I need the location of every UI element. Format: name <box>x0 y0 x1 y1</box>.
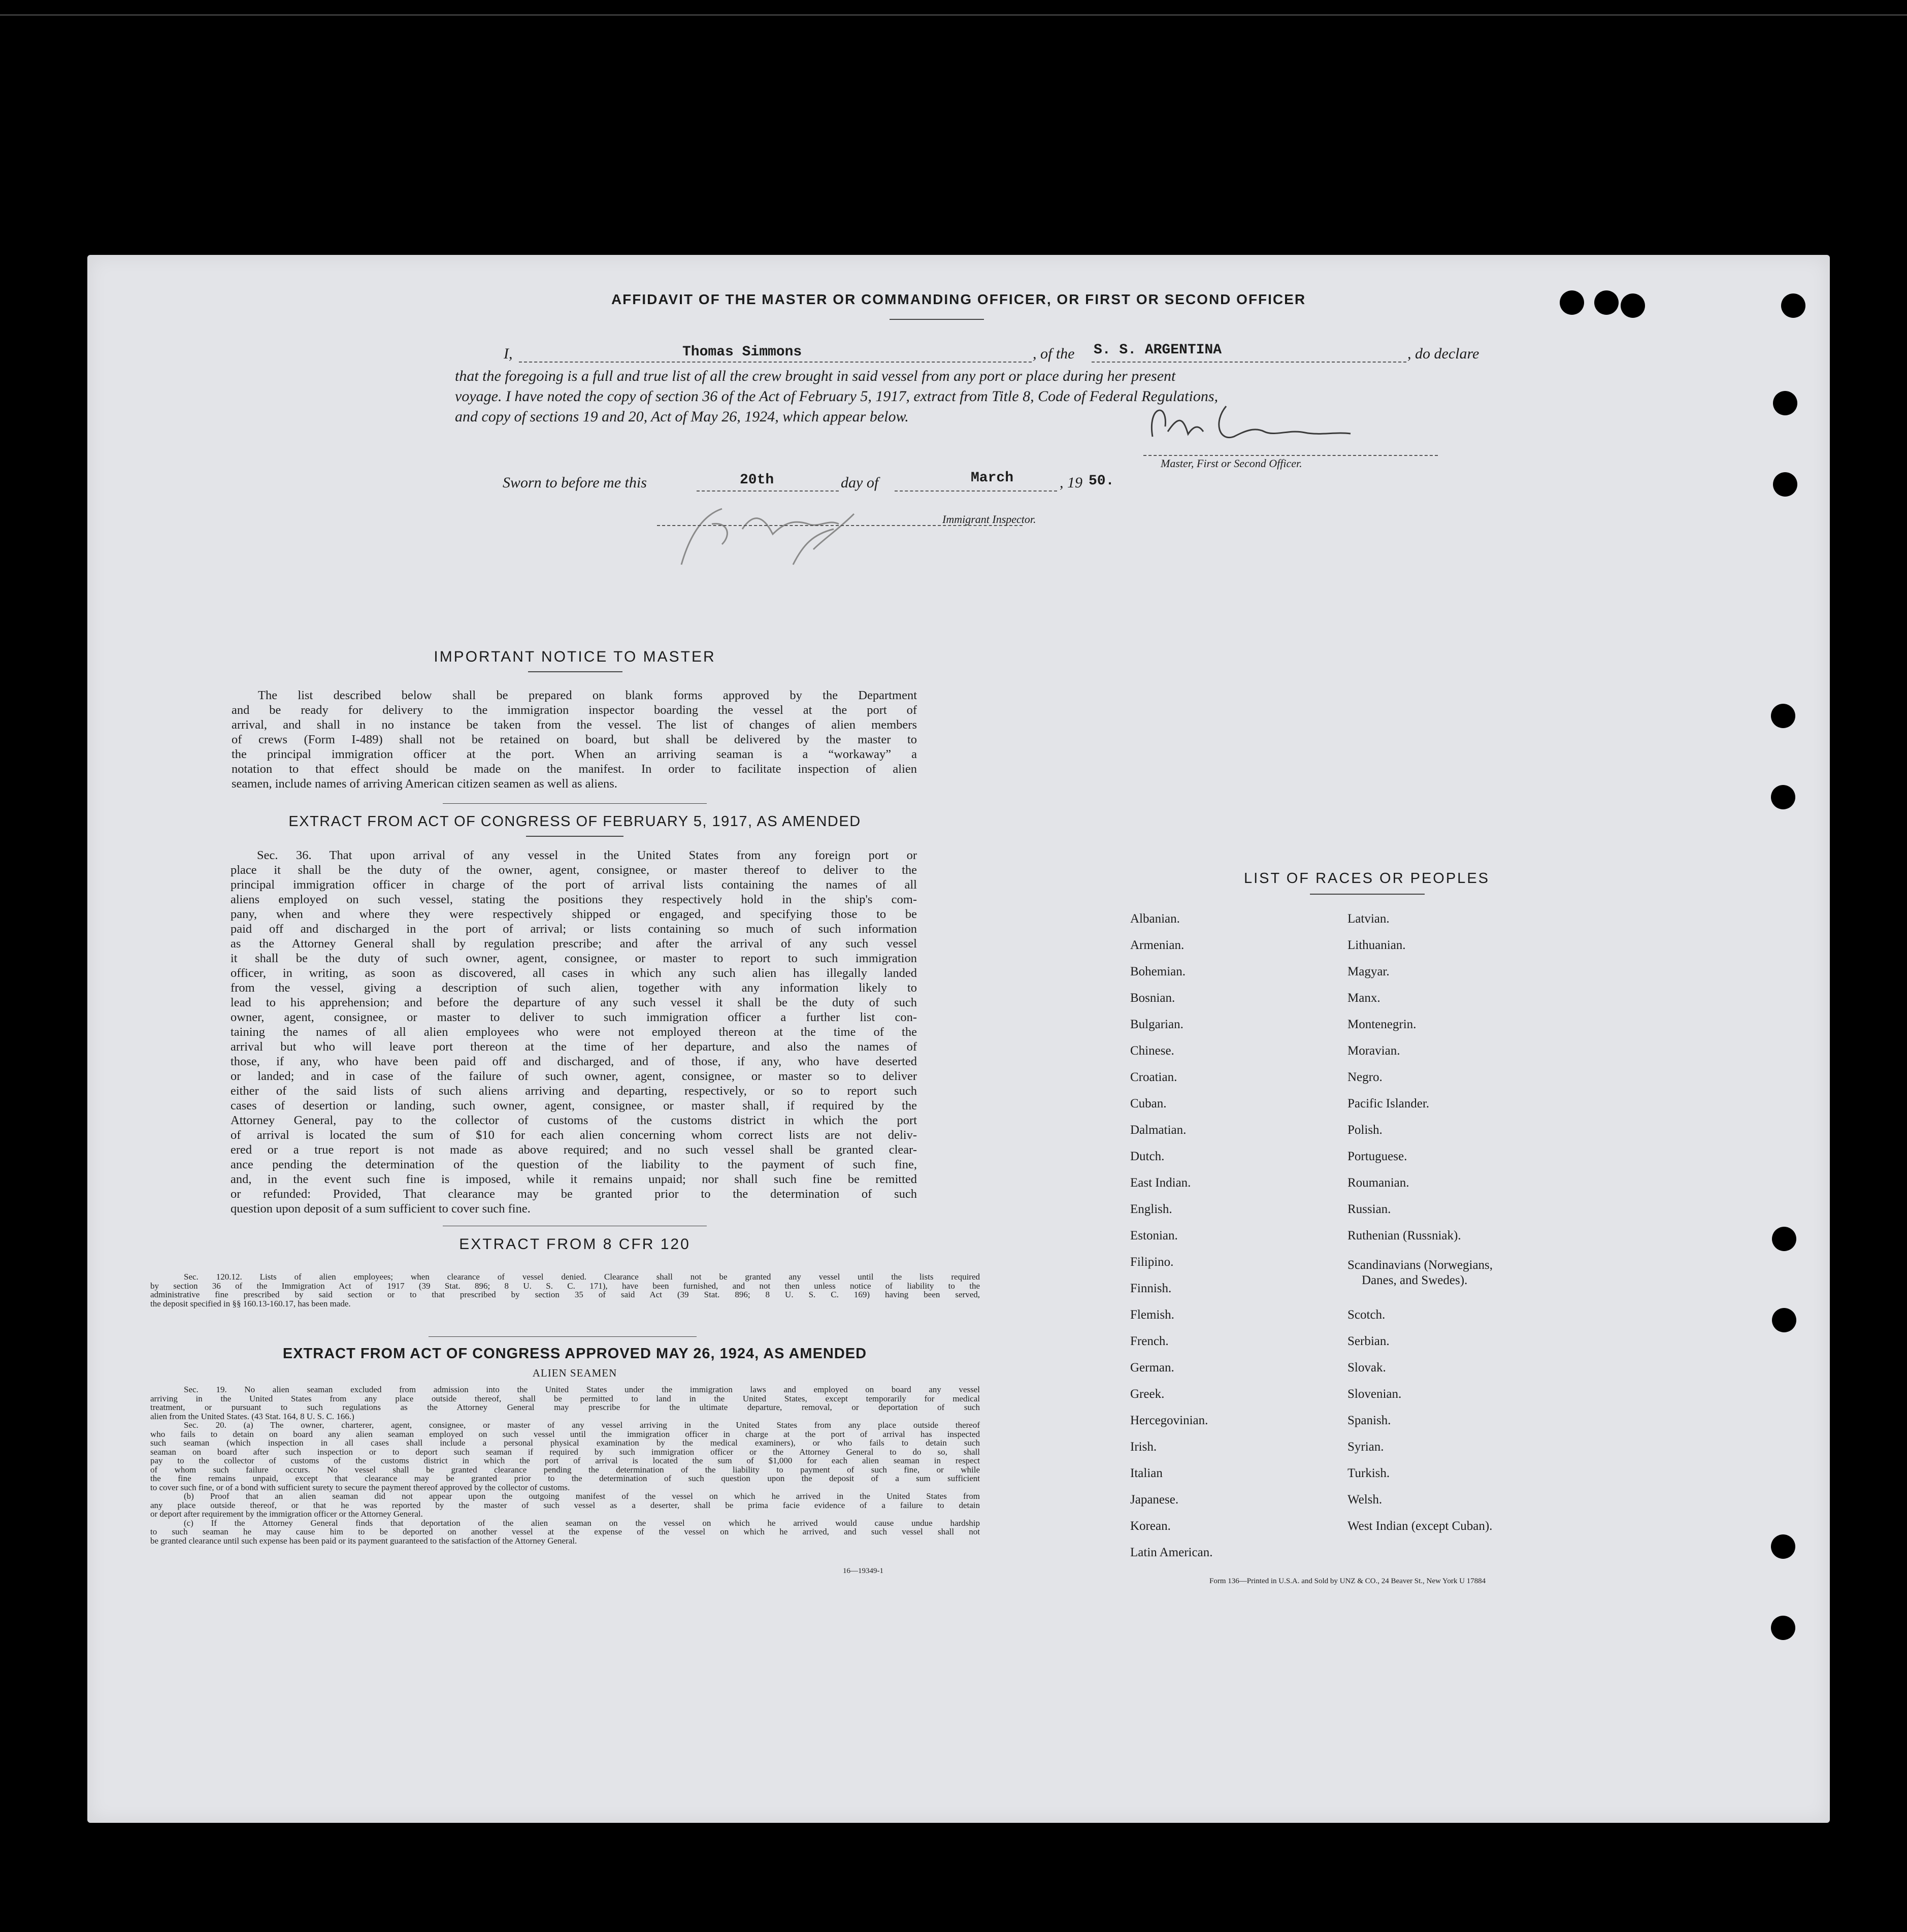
race-item: Cuban. <box>1130 1097 1167 1110</box>
race-item: Turkish. <box>1347 1466 1390 1480</box>
sec36-line: Sec. 36. That upon arrival of any vessel in the United States from any foreign port or <box>257 848 917 862</box>
sec19-line: treatment, or pursuant to such regulations as the Attorney General may prescribe for the ultimate departure, removal, or deportation of such <box>150 1402 980 1412</box>
year-prefix: , 19 <box>1060 474 1082 491</box>
binder-hole <box>1771 785 1795 809</box>
race-item: Hercegovinian. <box>1130 1414 1208 1427</box>
cfr-title: EXTRACT FROM 8 CFR 120 <box>459 1236 691 1253</box>
races-rule <box>1310 894 1425 895</box>
sec36-line: owner, agent, consignee, or master to deliver to such immigration officer a further list con- <box>231 1010 917 1024</box>
inspector-signature <box>661 494 1027 575</box>
sec36-line: as the Attorney General shall by regulation prescribe; and after the arrival of any such vessel <box>231 937 917 951</box>
race-item: Portuguese. <box>1347 1150 1407 1163</box>
sec36-line: it shall be the duty of such owner, agent, consignee, or master to report to such immigration <box>231 952 917 965</box>
race-item: English. <box>1130 1202 1172 1216</box>
race-item: Dalmatian. <box>1130 1123 1187 1137</box>
race-item: Roumanian. <box>1347 1176 1409 1190</box>
notice-line: The list described below shall be prepared on blank forms approved by the Department <box>258 689 917 702</box>
cfr-end-rule <box>429 1336 697 1337</box>
extract1924-title: EXTRACT FROM ACT OF CONGRESS APPROVED MAY 26, 1924, AS AMENDED <box>282 1346 867 1362</box>
extract1917-rule <box>526 836 623 837</box>
race-item: Armenian. <box>1130 938 1185 952</box>
extract1924-subtitle: ALIEN SEAMEN <box>532 1367 617 1379</box>
title-rule <box>890 319 984 320</box>
affidavit-line-2: voyage. I have noted the copy of section 36 of the Act of February 5, 1917, extract from Title 8, Code of Federal Regulations, <box>455 388 1219 405</box>
sec20b-line: any place outside thereof, or that he was reported by the master of such vessel as a deserter, shall be prima facie evidence of a failure to detain <box>150 1500 980 1510</box>
binder-hole <box>1773 472 1797 497</box>
sec36-line: or refunded: Provided, That clearance may be granted prior to the determination of such <box>231 1187 917 1201</box>
sec36-line: taining the names of all alien employees who were not employed thereon at the time of the <box>231 1025 917 1039</box>
affidavit-title: AFFIDAVIT OF THE MASTER OR COMMANDING OFFICER, OR FIRST OR SECOND OFFICER <box>611 291 1306 307</box>
binder-hole <box>1771 1616 1795 1640</box>
race-item: Bulgarian. <box>1130 1018 1183 1031</box>
notice-line: seamen, include names of arriving American citizen seamen as well as aliens. <box>232 777 617 791</box>
race-item: Korean. <box>1130 1519 1171 1533</box>
sec36-line: pany, when and where they were respectively shipped or engaged, and specifying those to be <box>231 907 917 921</box>
race-item: Albanian. <box>1130 912 1180 926</box>
race-item: Estonian. <box>1130 1229 1178 1242</box>
name-line <box>519 362 1032 363</box>
race-item: Slovak. <box>1347 1361 1386 1374</box>
race-item: Latin American. <box>1130 1546 1213 1559</box>
sec36-line: aliens employed on such vessel, stating the positions they respectively hold in the ship's com- <box>231 893 917 906</box>
notice-line: and be ready for delivery to the immigration inspector boarding the vessel at the port of <box>232 703 917 717</box>
race-item: Japanese. <box>1130 1493 1179 1507</box>
sec36-line: or landed; and in case of the failure of such owner, agent, consignee, or master so to deliver <box>231 1069 917 1083</box>
race-item: French. <box>1130 1334 1169 1348</box>
notice-body <box>232 688 917 791</box>
sworn-month: March <box>971 470 1014 486</box>
race-item: Manx. <box>1347 991 1380 1005</box>
sec36-line: Attorney General, pay to the collector of customs of the customs district in which the port <box>231 1114 917 1127</box>
do-declare-label: , do declare <box>1407 345 1479 362</box>
race-item: Magyar. <box>1347 965 1390 978</box>
race-item: Ruthenian (Russniak). <box>1347 1229 1461 1242</box>
notice-title: IMPORTANT NOTICE TO MASTER <box>434 648 716 665</box>
race-item: Pacific Islander. <box>1347 1097 1430 1110</box>
race-item: Scotch. <box>1347 1308 1386 1322</box>
race-item: Russian. <box>1347 1202 1391 1216</box>
sec36-line: cases of desertion or landing, such owner, agent, consignee, or master shall, if required by the <box>231 1099 917 1112</box>
sec36-line: ance pending the determination of the question of the liability to the payment of such fine, <box>231 1158 917 1171</box>
binder-hole <box>1771 1534 1795 1559</box>
binder-hole <box>1773 391 1797 415</box>
sec20-line: such seaman (which inspection in all cases shall include a personal physical examination by the medical examiners), or who fails to detain such <box>150 1438 980 1448</box>
cfr-line: the deposit specified in §§ 160.13-160.17, has been made. <box>150 1298 351 1308</box>
cfr-line: administrative fine prescribed by said section or to that prescribed by section 35 of said Act (39 Stat. 896; 8 U. S. C. 169) having been served, <box>150 1290 980 1299</box>
race-item: Irish. <box>1130 1440 1157 1454</box>
sec20-line: the fine remains unpaid, except that clearance may be granted prior to the determination of such question upon the deposit of a sum sufficient <box>150 1473 980 1483</box>
sec36-line: arrival but who will leave port thereon at the time of her departure, and also the names of <box>231 1040 917 1054</box>
race-item: Finnish. <box>1130 1282 1172 1295</box>
race-item: West Indian (except Cuban). <box>1347 1519 1493 1533</box>
month-line <box>895 490 1057 492</box>
inspector-caption: Immigrant Inspector. <box>942 513 1036 526</box>
race-item: Scandinavians (Norwegians, <box>1347 1258 1493 1272</box>
sec36-line: of arrival is located the sum of $10 for each alien concerning whom correct lists are not deliv- <box>231 1128 917 1142</box>
scan-top-line <box>0 14 1907 16</box>
sec20c-line: (c) If the Attorney General finds that deportation of the alien seaman on the vessel on which he arrived would cause undue hardship <box>184 1518 980 1528</box>
race-item: Slovenian. <box>1347 1387 1402 1401</box>
printer-footer: Form 136—Printed in U.S.A. and Sold by UNZ & CO., 24 Beaver St., New York U 17884 <box>1209 1577 1486 1585</box>
of-the-label: , of the <box>1033 345 1075 362</box>
sec36-line: ered or a true report is not made as above required; and no such vessel shall be granted clear- <box>231 1143 917 1157</box>
sec36-line: paid off and discharged in the port of arrival; or lists containing so much of such information <box>231 922 917 936</box>
master-signature <box>1137 396 1472 452</box>
race-item: Greek. <box>1130 1387 1165 1401</box>
master-signature-line <box>1143 455 1438 456</box>
sec36-line: and, in the event such fine is imposed, while it remains unpaid; nor shall such fine be remitted <box>231 1172 917 1186</box>
sec20b-line: (b) Proof that an alien seaman did not appear upon the outgoing manifest of the vessel on which he arrived in the United States from <box>184 1491 980 1501</box>
sec36-line: officer, in writing, as soon as discovered, all cases in which any such alien has illegally landed <box>231 966 917 980</box>
notice-line: the principal immigration officer at the port. When an arriving seaman is a “workaway” a <box>232 747 917 761</box>
sec20-line: pay to the collector of customs of the customs district in which the port of arrival is located the sum of $1,000 for each alien seaman in respect <box>150 1456 980 1465</box>
notice-rule <box>528 671 622 672</box>
year-suffix: 50. <box>1089 473 1114 489</box>
sec20c-line: to such seaman he may cause him to be deported on another vessel at the expense of the vessel on which he arrived, and such vessel shall not <box>150 1527 980 1536</box>
race-item: Syrian. <box>1347 1440 1384 1454</box>
sec20-line: Sec. 20. (a) The owner, charterer, agent, consignee, or master of any vessel arriving in the United States from any place outside thereof <box>184 1420 980 1430</box>
race-item: East Indian. <box>1130 1176 1191 1190</box>
race-item: Negro. <box>1347 1070 1383 1084</box>
sec19-line: arriving in the United States from any place outside thereof, shall be permitted to land in the United States, except temporarily for medical <box>150 1393 980 1403</box>
cfr-line: by section 36 of the Immigration Act of 1917 (39 Stat. 896; 8 U. S. C. 171), have been furnished, and not then unless notice of liability to the <box>150 1281 980 1291</box>
sworn-day: 20th <box>740 472 774 488</box>
race-item: Filipino. <box>1130 1255 1174 1269</box>
race-item: Serbian. <box>1347 1334 1390 1348</box>
extract1924-body <box>150 1385 980 1545</box>
sec20-line: of whom such failure occurs. No vessel shall be granted clearance pending the determination of the liability to payment of such fine, or while <box>150 1464 980 1475</box>
extract1917-body <box>231 848 917 1216</box>
i-label: I, <box>504 345 513 362</box>
race-item: Bosnian. <box>1130 991 1175 1005</box>
notice-line: arrival, and shall in no instance be taken from the vessel. The list of changes of alien members <box>232 718 917 732</box>
sec20c-line: be granted clearance until such expense has been paid or its payment guaranteed to the satisfaction of the Attorney General. <box>150 1535 577 1546</box>
race-item: Danes, and Swedes). <box>1362 1273 1468 1287</box>
vessel-name: S. S. ARGENTINA <box>1094 342 1222 358</box>
race-item: Italian <box>1130 1466 1163 1480</box>
sec36-line: those, if any, who have been paid off and discharged, and of those, if any, who have deserted <box>231 1055 917 1068</box>
sec36-line: question upon deposit of a sum sufficient to cover such fine. <box>231 1202 531 1216</box>
day-of-label: day of <box>841 474 879 491</box>
day-line <box>697 490 839 492</box>
race-item: Chinese. <box>1130 1044 1174 1058</box>
sworn-label: Sworn to before me this <box>503 474 647 491</box>
sec20-line: to cover such fine, or of a bond with sufficient surety to secure the payment thereof approved by the collector of customs. <box>150 1482 570 1492</box>
race-item: Welsh. <box>1347 1493 1383 1507</box>
sec19-line: Sec. 19. No alien seaman excluded from admission into the United States under the immigration laws and employed on board any vessel <box>184 1385 980 1394</box>
race-item: Latvian. <box>1347 912 1390 926</box>
cfr-line: Sec. 120.12. Lists of alien employees; when clearance of vessel denied. Clearance shall not be granted any vessel until the lists required <box>184 1272 980 1282</box>
race-item: Croatian. <box>1130 1070 1177 1084</box>
notice-line: of crews (Form I-489) shall not be retained on board, but shall be delivered by the master to <box>232 733 917 746</box>
sec36-line: place it shall be the duty of the owner, agent, consignee, or master thereof to deliver to the <box>231 863 917 877</box>
sec19-line: alien from the United States. (43 Stat. 164, 8 U. S. C. 166.) <box>150 1411 354 1421</box>
race-item: Moravian. <box>1347 1044 1400 1058</box>
binder-hole <box>1772 1227 1796 1251</box>
form-number: 16—19349-1 <box>843 1567 883 1575</box>
binder-hole <box>1771 704 1795 728</box>
race-item: Lithuanian. <box>1347 938 1406 952</box>
binder-hole <box>1772 1308 1796 1332</box>
sec36-line: from the vessel, giving a description of such alien, together with any information likely to <box>231 981 917 995</box>
sec36-line: principal immigration officer in charge of the port of arrival lists containing the names of all <box>231 878 917 892</box>
notice-line: notation to that effect should be made on the manifest. In order to facilitate inspection of alien <box>232 762 917 776</box>
sec20-line: seaman on board after such inspection or to deport such seaman if required by such immigration officer or the Attorney General to do so, shall <box>150 1447 980 1457</box>
sec36-line: either of the said lists of such aliens arriving and departing, respectively, or so to report such <box>231 1084 917 1098</box>
sec20-line: who fails to detain on board any alien seaman employed on such vessel until the immigration officer in charge at the port of arrival has inspected <box>150 1429 980 1439</box>
extract1917-title: EXTRACT FROM ACT OF CONGRESS OF FEBRUARY 5, 1917, AS AMENDED <box>288 813 861 830</box>
sec20b-line: or deport after requirement by the immigration officer or the Attorney General. <box>150 1509 423 1519</box>
races-title: LIST OF RACES OR PEOPLES <box>1243 870 1490 887</box>
master-name: Thomas Simmons <box>682 344 802 360</box>
race-item: Spanish. <box>1347 1414 1391 1427</box>
notice-end-rule <box>443 803 707 804</box>
race-item: German. <box>1130 1361 1174 1374</box>
race-item: Bohemian. <box>1130 965 1186 978</box>
master-caption: Master, First or Second Officer. <box>1161 457 1302 470</box>
race-item: Dutch. <box>1130 1150 1165 1163</box>
affidavit-line-1: that the foregoing is a full and true list of all the crew brought in said vessel from any port or place during her present <box>455 368 1176 384</box>
sec36-line: lead to his apprehension; and before the departure of any such vessel it shall be the duty of such <box>231 996 917 1009</box>
race-item: Polish. <box>1347 1123 1383 1137</box>
race-item: Montenegrin. <box>1347 1018 1417 1031</box>
form-sheet <box>87 255 1830 1823</box>
affidavit-line-3: and copy of sections 19 and 20, Act of May 26, 1924, which appear below. <box>455 408 909 425</box>
race-item: Flemish. <box>1130 1308 1174 1322</box>
vessel-line <box>1092 362 1406 363</box>
cfr-body <box>150 1272 980 1308</box>
